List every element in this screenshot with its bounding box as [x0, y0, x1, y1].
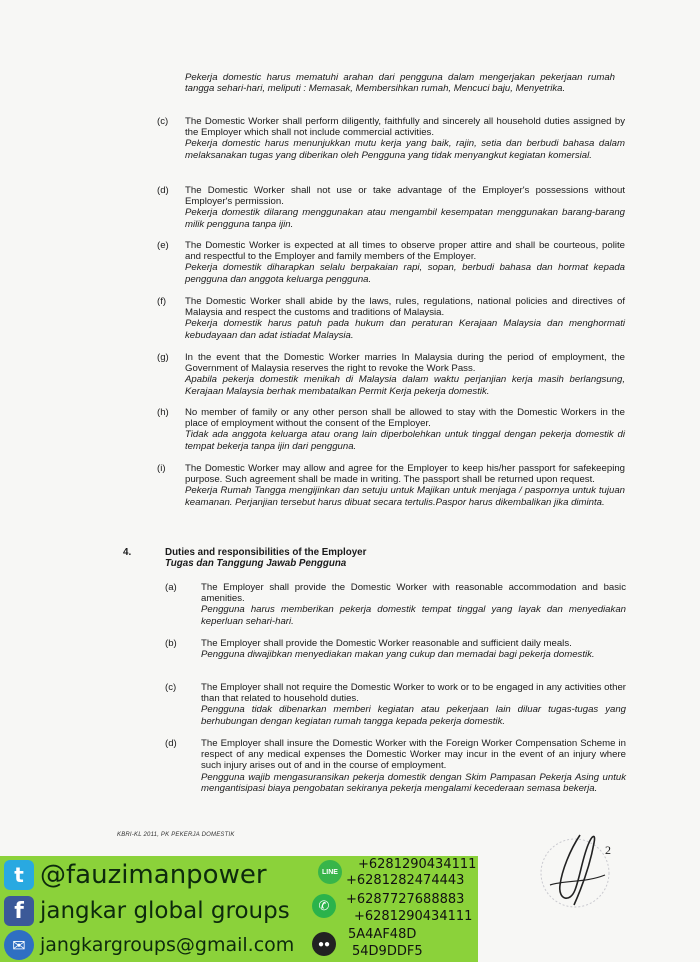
clause-letter: (d) [157, 185, 169, 196]
bbm-pin-1[interactable]: 5A4AF48D [348, 927, 417, 942]
clause-malay: Pekerja Rumah Tangga mengijinkan dan setuju untuk Majikan untuk menjaga / paspornya untuk tujuan keamanan. Perjanjian tersebut harus dibuat secara tertulis.Paspor harus dikembalikan jika diminta. [185, 485, 625, 508]
clause-english: The Domestic Worker shall not use or take advantage of the Employer's possessions without Employer's permission. [185, 185, 625, 208]
email-icon: ✉ [4, 930, 34, 960]
clause-english: The Employer shall insure the Domestic Worker with the Foreign Worker Compensation Scheme in respect of any medical expenses the Domestic Worker may incur in the event of an injury where such injury arises out of and in the course of employment. [201, 738, 626, 772]
facebook-name[interactable]: jangkar global groups [40, 898, 290, 924]
clause-letter: (g) [157, 352, 169, 363]
line-phone-2[interactable]: +6281282474443 [346, 873, 465, 888]
clause-letter: (d) [165, 738, 177, 749]
whatsapp-phone-2[interactable]: +6281290434111 [354, 909, 473, 924]
twitter-handle[interactable]: @fauzimanpower [40, 860, 267, 890]
line-phone-1[interactable]: +6281290434111 [358, 857, 477, 872]
handwritten-signature [530, 825, 620, 915]
clause-english: No member of family or any other person shall be allowed to stay with the Domestic Workers in the place of employment without the consent of the Employer. [185, 407, 625, 430]
clause-letter: (h) [157, 407, 169, 418]
intro-malay-text: Pekerja domestic harus mematuhi arahan dari pengguna dalam mengerjakan pekerjaan rumah tangga sehari-hari, meliputi : Memasak, Membersihkan rumah, Mencuci baju, Menyetrika. [185, 72, 615, 95]
whatsapp-phone-1[interactable]: +6287727688883 [346, 892, 465, 907]
clause-english: The Employer shall provide the Domestic Worker reasonable and sufficient daily meals. [201, 638, 572, 649]
clause-english: The Employer shall not require the Domestic Worker to work or to be engaged in any activities other than that related to household duties. [201, 682, 626, 705]
twitter-row[interactable] [0, 858, 267, 892]
intro-paragraph [185, 72, 615, 94]
section-number: 4. [123, 547, 132, 558]
blackberry-icon: ●● [312, 932, 336, 956]
clause-english: The Domestic Worker may allow and agree for the Employer to keep his/her passport for safekeeping purpose. Such agreement shall be made in writing. The passport shall be returned upon request. [185, 463, 625, 486]
clause-malay: Pekerja domestik diharapkan selalu berpakaian rapi, sopan, berbudi bahasa dan hormat kepada pengguna dan anggota keluarga pengguna. [185, 262, 625, 285]
clause-letter: (e) [157, 240, 169, 251]
email-address[interactable]: jangkargroups@gmail.com [40, 934, 295, 956]
twitter-icon: t [4, 860, 34, 890]
whatsapp-icon: ✆ [312, 894, 336, 918]
clause-malay: Pekerja domestik dilarang menggunakan atau mengambil kesempatan menggunakan barang-barang milik pengguna tanpa ijin. [185, 207, 625, 230]
email-row[interactable] [0, 928, 294, 962]
facebook-icon: f [4, 896, 34, 926]
section-title-english: Duties and responsibilities of the Employer [165, 547, 367, 558]
line-icon: LINE [318, 860, 342, 884]
clause-english: The Domestic Worker is expected at all times to observe proper attire and shall be courteous, polite and respectful to the Employer and family members of the Employer. [185, 240, 625, 263]
clause-letter: (c) [165, 682, 177, 693]
clause-malay: Pengguna harus memberikan pekerja domestik tempat tinggal yang layak dan menyediakan keperluan sehari-hari. [201, 604, 626, 627]
clause-english: The Domestic Worker shall perform diligently, faithfully and sincerely all household duties assigned by the Employer which shall not include commercial activities. [185, 116, 625, 139]
clause-letter: (a) [165, 582, 177, 593]
clause-letter: (c) [157, 116, 169, 127]
clause-letter: (b) [165, 638, 177, 649]
clause-english: The Employer shall provide the Domestic Worker with reasonable accommodation and basic amenities. [201, 582, 626, 605]
clause-english: The Domestic Worker shall abide by the laws, rules, regulations, national policies and directives of Malaysia and respect the customs and traditions of Malaysia. [185, 296, 625, 319]
clause-malay: Tidak ada anggota keluarga atau orang lain diperbolehkan untuk tinggal dengan pekerja domestik di tempat bekerja tanpa ijin dari pengguna. [185, 429, 625, 452]
clause-malay: Pekerja domestik harus patuh pada hukum dan peraturan Kerajaan Malaysia dan menghormati kebudayaan dan adat istiadat Malaysia. [185, 318, 625, 341]
section-title [165, 547, 366, 569]
clause-letter: (i) [157, 463, 166, 474]
clause-english: In the event that the Domestic Worker marries In Malaysia during the period of employment, the Government of Malaysia reserves the right to revoke the Work Pass. [185, 352, 625, 375]
clause-letter: (f) [157, 296, 167, 307]
contact-banner [0, 856, 478, 962]
clause-malay: Pengguna diwajibkan menyediakan makan yang cukup dan memadai bagi pekerja domestik. [201, 649, 595, 661]
bbm-pin-2[interactable]: 54D9DDF5 [352, 944, 423, 959]
clause-malay: Apabila pekerja domestik menikah di Malaysia dalam waktu perjanjian kerja masih berlangsung, Kerajaan Malaysia berhak membatalkan Permit Kerja pekerja domestik. [185, 374, 625, 397]
footer-note: KBRI-KL 2011, PK PEKERJA DOMESTIK [117, 832, 235, 838]
page-number: 2 [605, 843, 611, 857]
clause-malay: Pekerja domestic harus menunjukkan mutu kerja yang baik, rajin, setia dan berbudi bahasa dalam melaksanakan tugas yang diberikan oleh Pengguna yang tidak menyangkut kegiatan komersial. [185, 138, 625, 161]
clause-malay: Pengguna wajib mengasuransikan pekerja domestik dengan Skim Pampasan Pekerja Asing untuk mengantisipasi biaya pengobatan sekiranya pekerja mengalami kecederaan semasa bekerja. [201, 771, 626, 794]
section-title-malay: Tugas dan Tanggung Jawab Pengguna [165, 558, 347, 570]
clause-malay: Pengguna tidak dibenarkan memberi kegiatan atau pekerjaan lain diluar tugas-tugas yang berhubungan dengan kegiatan rumah tangga kepada pekerja domestik. [201, 704, 626, 727]
facebook-row[interactable] [0, 894, 290, 928]
